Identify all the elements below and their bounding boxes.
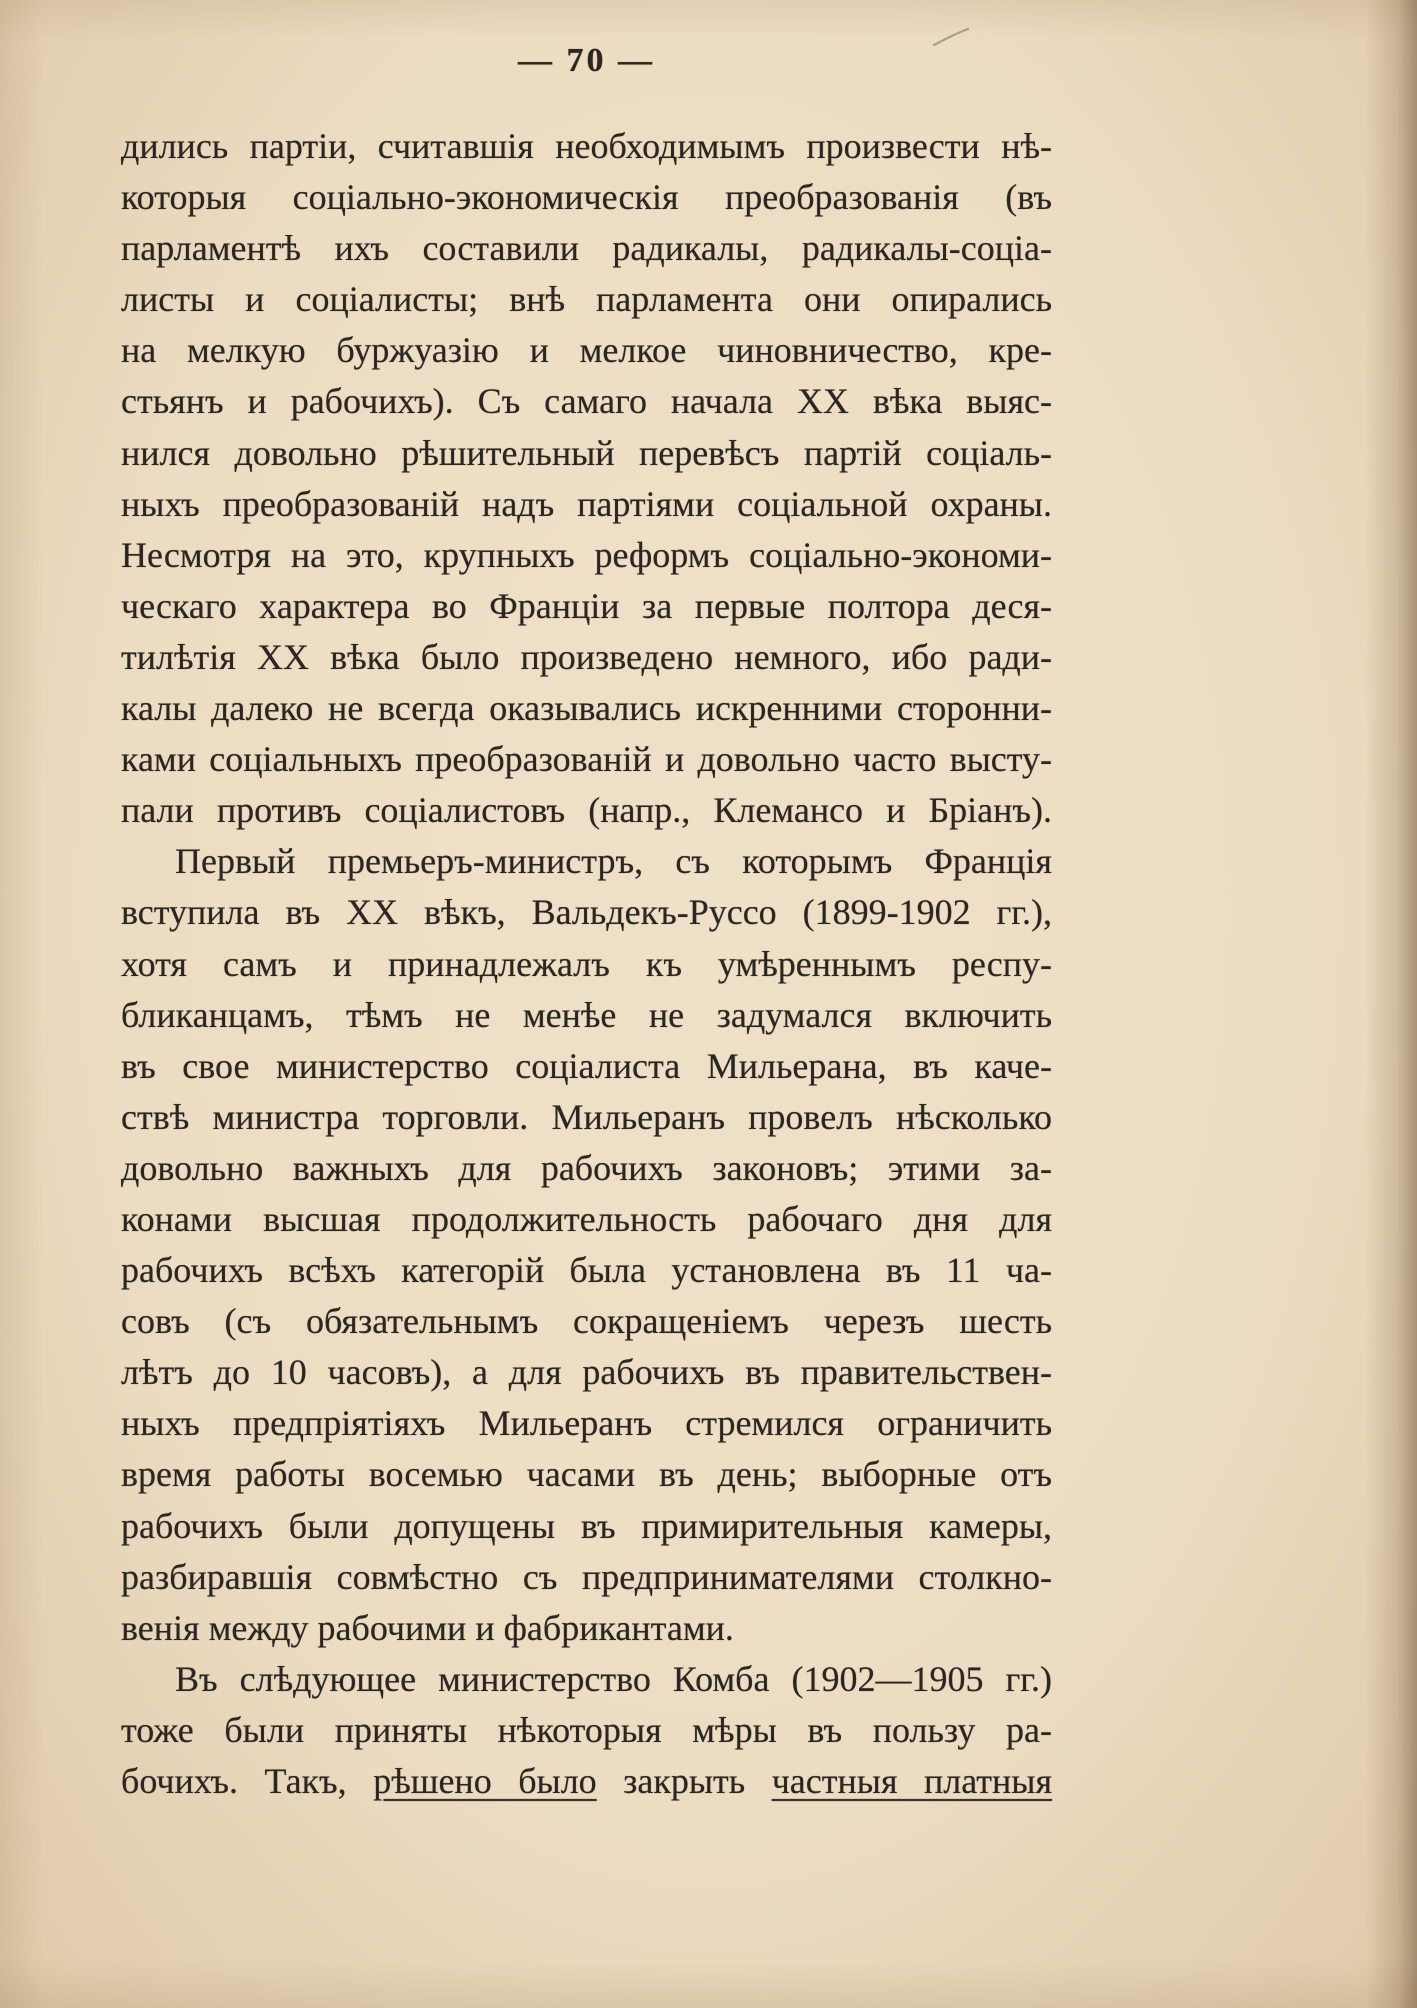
text-line: хотя самъ и принадлежалъ къ умѣреннымъ респу- bbox=[121, 943, 1052, 984]
text-line: калы далеко не всегда оказывались искренними сторонни- bbox=[121, 688, 1052, 729]
text-line: нился довольно рѣшительный перевѣсъ партій соціаль- bbox=[121, 432, 1052, 473]
text-line: ствѣ министра торговли. Мильеранъ провелъ нѣсколько bbox=[121, 1096, 1052, 1137]
text-line: Несмотря на это, крупныхъ реформъ соціально-экономи- bbox=[121, 534, 1052, 575]
text-line: ныхъ преобразованій надъ партіями соціальной охраны. bbox=[121, 483, 1052, 524]
text-line: парламентѣ ихъ составили радикалы, радикалы-соціа- bbox=[121, 228, 1052, 269]
text-line: разбиравшія совмѣстно съ предпринимателями столкно- bbox=[121, 1556, 1052, 1597]
text-line: пали противъ соціалистовъ (напр., Клемансо и Бріанъ). bbox=[121, 790, 1052, 831]
text-line: листы и соціалисты; внѣ парламента они опирались bbox=[121, 279, 1052, 320]
final-line-middle: закрыть bbox=[623, 1761, 746, 1801]
text-line: ками соціальныхъ преобразованій и довольно часто высту- bbox=[121, 739, 1052, 780]
paragraph-start-line: Первый премьеръ-министръ, съ которымъ Франція bbox=[175, 841, 1052, 882]
text-line: конами высшая продолжительность рабочаго дня для bbox=[121, 1198, 1052, 1239]
paragraph-end-line: венія между рабочими и фабрикантами. bbox=[121, 1607, 734, 1648]
text-line: ныхъ предпріятіяхъ Мильеранъ стремился ограничить bbox=[121, 1403, 1052, 1444]
underlined-phrase: частныя платныя bbox=[771, 1761, 1053, 1801]
text-line: совъ (съ обязательнымъ сокращеніемъ черезъ шесть bbox=[121, 1301, 1052, 1342]
underlined-phrase: рѣшено было bbox=[373, 1761, 597, 1801]
text-line: въ свое министерство соціалиста Мильерана, въ каче- bbox=[121, 1045, 1052, 1086]
paragraph-start-line: Въ слѣдующее министерство Комба (1902—1905 гг.) bbox=[175, 1658, 1052, 1699]
text-line: лѣтъ до 10 часовъ), а для рабочихъ въ правительствен- bbox=[121, 1352, 1052, 1393]
text-line: дились партіи, считавшія необходимымъ произвести нѣ- bbox=[121, 126, 1052, 166]
final-line-lead: бочихъ. Такъ, bbox=[121, 1761, 347, 1801]
text-line: ческаго характера во Франціи за первые полтора деся- bbox=[121, 585, 1052, 626]
final-text-line bbox=[121, 1756, 1052, 1807]
text-line: на мелкую буржуазію и мелкое чиновничество, кре- bbox=[121, 330, 1052, 371]
text-line: рабочихъ были допущены въ примирительныя камеры, bbox=[121, 1505, 1052, 1546]
text-line: довольно важныхъ для рабочихъ законовъ; этими за- bbox=[121, 1147, 1052, 1188]
text-line: которыя соціально-экономическія преобразованія (въ bbox=[121, 177, 1052, 218]
text-line: бликанцамъ, тѣмъ не менѣе не задумался включить bbox=[121, 994, 1052, 1035]
page-number: — 70 — bbox=[518, 42, 655, 79]
text-line: время работы восемью часами въ день; выборные отъ bbox=[121, 1454, 1052, 1495]
text-line: тилѣтія XX вѣка было произведено немного, ибо ради- bbox=[121, 636, 1052, 677]
text-block bbox=[121, 121, 1052, 1807]
text-line: тоже были приняты нѣкоторыя мѣры въ пользу ра- bbox=[121, 1709, 1052, 1750]
text-line: рабочихъ всѣхъ категорій была установлена въ 11 ча- bbox=[121, 1250, 1052, 1291]
text-line: стьянъ и рабочихъ). Съ самаго начала XX вѣка выяс- bbox=[121, 381, 1052, 422]
text-line: вступила въ XX вѣкъ, Вальдекъ-Руссо (1899-1902 гг.), bbox=[121, 892, 1052, 933]
